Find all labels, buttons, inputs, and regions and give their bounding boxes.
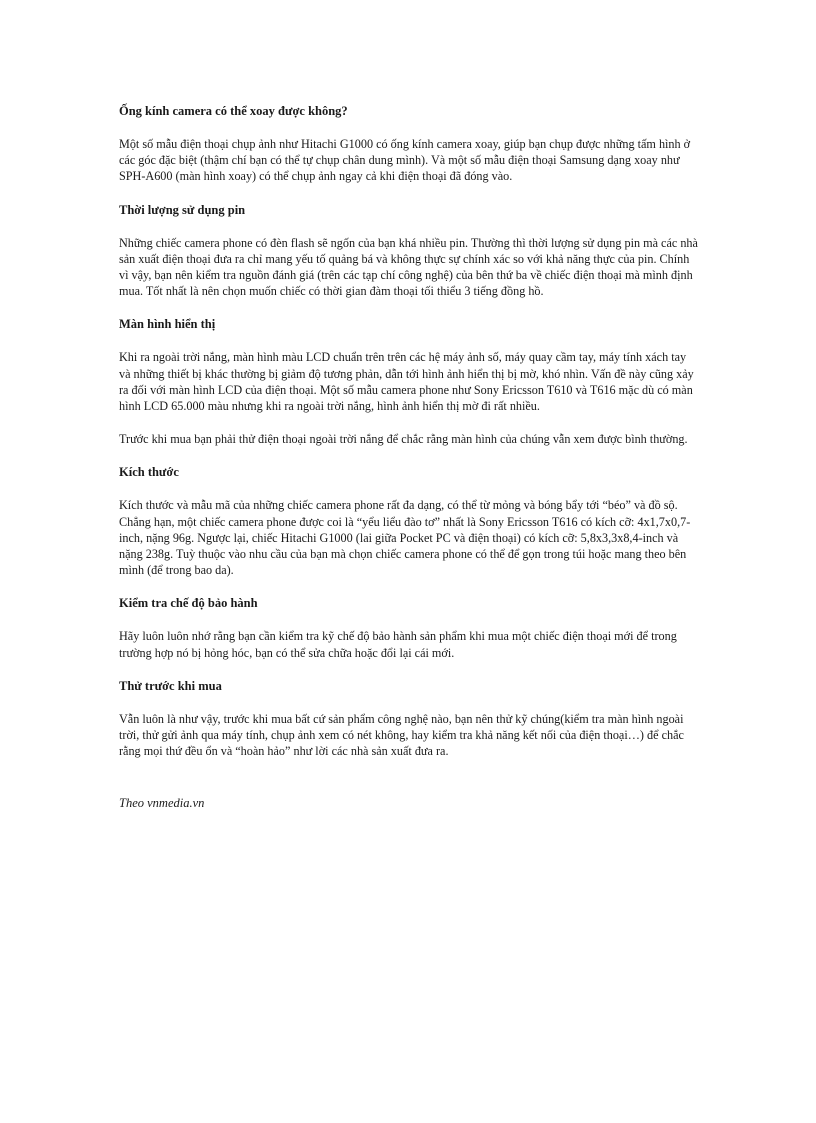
section-paragraph: Trước khi mua bạn phải thử điện thoại ngoài trời nắng để chắc rằng màn hình của chúng vẫn xem được bình thường. bbox=[119, 432, 688, 447]
document-page bbox=[119, 103, 699, 811]
section-heading: Thử trước khi mua bbox=[119, 678, 222, 693]
section-try-before-buy bbox=[119, 678, 699, 760]
section-heading: Màn hình hiển thị bbox=[119, 317, 216, 332]
section-paragraph: Vẫn luôn là như vậy, trước khi mua bất cứ sản phẩm công nghệ nào, bạn nên thử kỹ chúng(kiểm tra màn hình ngoài trời, thử gửi ảnh qua máy tính, chụp ảnh xem có nét không, hay kiểm tra khả năng kết nối của điện thoại…) để chắc rằng mọi thứ đều ổn và “hoàn hảo” như lời các nhà sản xuất đưa ra. bbox=[119, 711, 684, 759]
section-warranty bbox=[119, 595, 699, 660]
section-paragraph: Những chiếc camera phone có đèn flash sẽ ngốn của bạn khá nhiều pin. Thường thì thời lượng sử dụng pin mà các nhà sản xuất điện thoại đưa ra chỉ mang yếu tố quảng bá và không thực sự chính xác so với khả năng thực của pin. Chính vì vậy, bạn nên kiểm tra nguồn đánh giá (trên các tạp chí công nghệ) của bên thứ ba về chiếc điện thoại mà mình định mua. Tốt nhất là nên chọn muốn chiếc có thời gian đàm thoại tối thiểu 3 tiếng đồng hồ. bbox=[119, 235, 698, 299]
section-heading: Kích thước bbox=[119, 465, 179, 480]
source-attribution: Theo vnmedia.vn bbox=[119, 796, 205, 811]
section-paragraph: Khi ra ngoài trời nắng, màn hình màu LCD chuẩn trên trên các hệ máy ảnh số, máy quay cầm tay, máy tính xách tay và những thiết bị khác thường bị giảm độ tương phản, dẫn tới hình ảnh hiển thị bị mờ, khó nhìn. Vấn đề này cũng xảy ra đối với màn hình LCD của điện thoại. Một số mẫu camera phone như Sony Ericsson T610 và T616 mặc dù có màn hình LCD 65.000 màu nhưng khi ra ngoài trời nắng, hình ảnh hiển thị mờ đi rất nhiều. bbox=[119, 350, 694, 414]
section-heading: Ống kính camera có thể xoay được không? bbox=[119, 104, 348, 118]
section-paragraph: Kích thước và mẫu mã của những chiếc camera phone rất đa dạng, có thể từ mỏng và bóng bẩy tới “béo” và đồ sộ. Chẳng hạn, một chiếc camera phone được coi là “yểu liểu đào tơ” nhất là Sony Ericsson T616 có kích cỡ: 4x1,7x0,7-inch, nặng 96g. Ngược lại, chiếc Hitachi G1000 (lai giữa Pocket PC và điện thoại) có kích cỡ: 5,8x3,3x8,4-inch và nặng 238g. Tuỳ thuộc vào nhu cầu của bạn mà chọn chiếc camera phone có thể để gọn trong túi hoặc mang theo bên mình (để trong bao da). bbox=[119, 498, 691, 578]
section-camera-rotation bbox=[119, 103, 699, 185]
section-heading: Kiểm tra chế độ bảo hành bbox=[119, 596, 258, 611]
section-size bbox=[119, 464, 699, 578]
section-heading: Thời lượng sử dụng pin bbox=[119, 202, 246, 217]
section-display bbox=[119, 316, 699, 447]
section-battery-life bbox=[119, 202, 699, 300]
section-paragraph: Một số mẫu điện thoại chụp ảnh như Hitachi G1000 có ống kính camera xoay, giúp bạn chụp được những tấm hình ở các góc đặc biệt (thậm chí bạn có thể tự chụp chân dung mình). Và một số mẫu điện thoại Samsung dạng xoay như SPH-A600 (màn hình xoay) có thể chụp ảnh ngay cả khi điện thoại đã đóng vào. bbox=[119, 137, 691, 184]
section-paragraph: Hãy luôn luôn nhớ rằng bạn cần kiểm tra kỹ chế độ bảo hành sản phẩm khi mua một chiếc điện thoại mới để trong trường hợp nó bị hỏng hóc, bạn có thể sửa chữa hoặc đổi lại cái mới. bbox=[119, 629, 677, 660]
